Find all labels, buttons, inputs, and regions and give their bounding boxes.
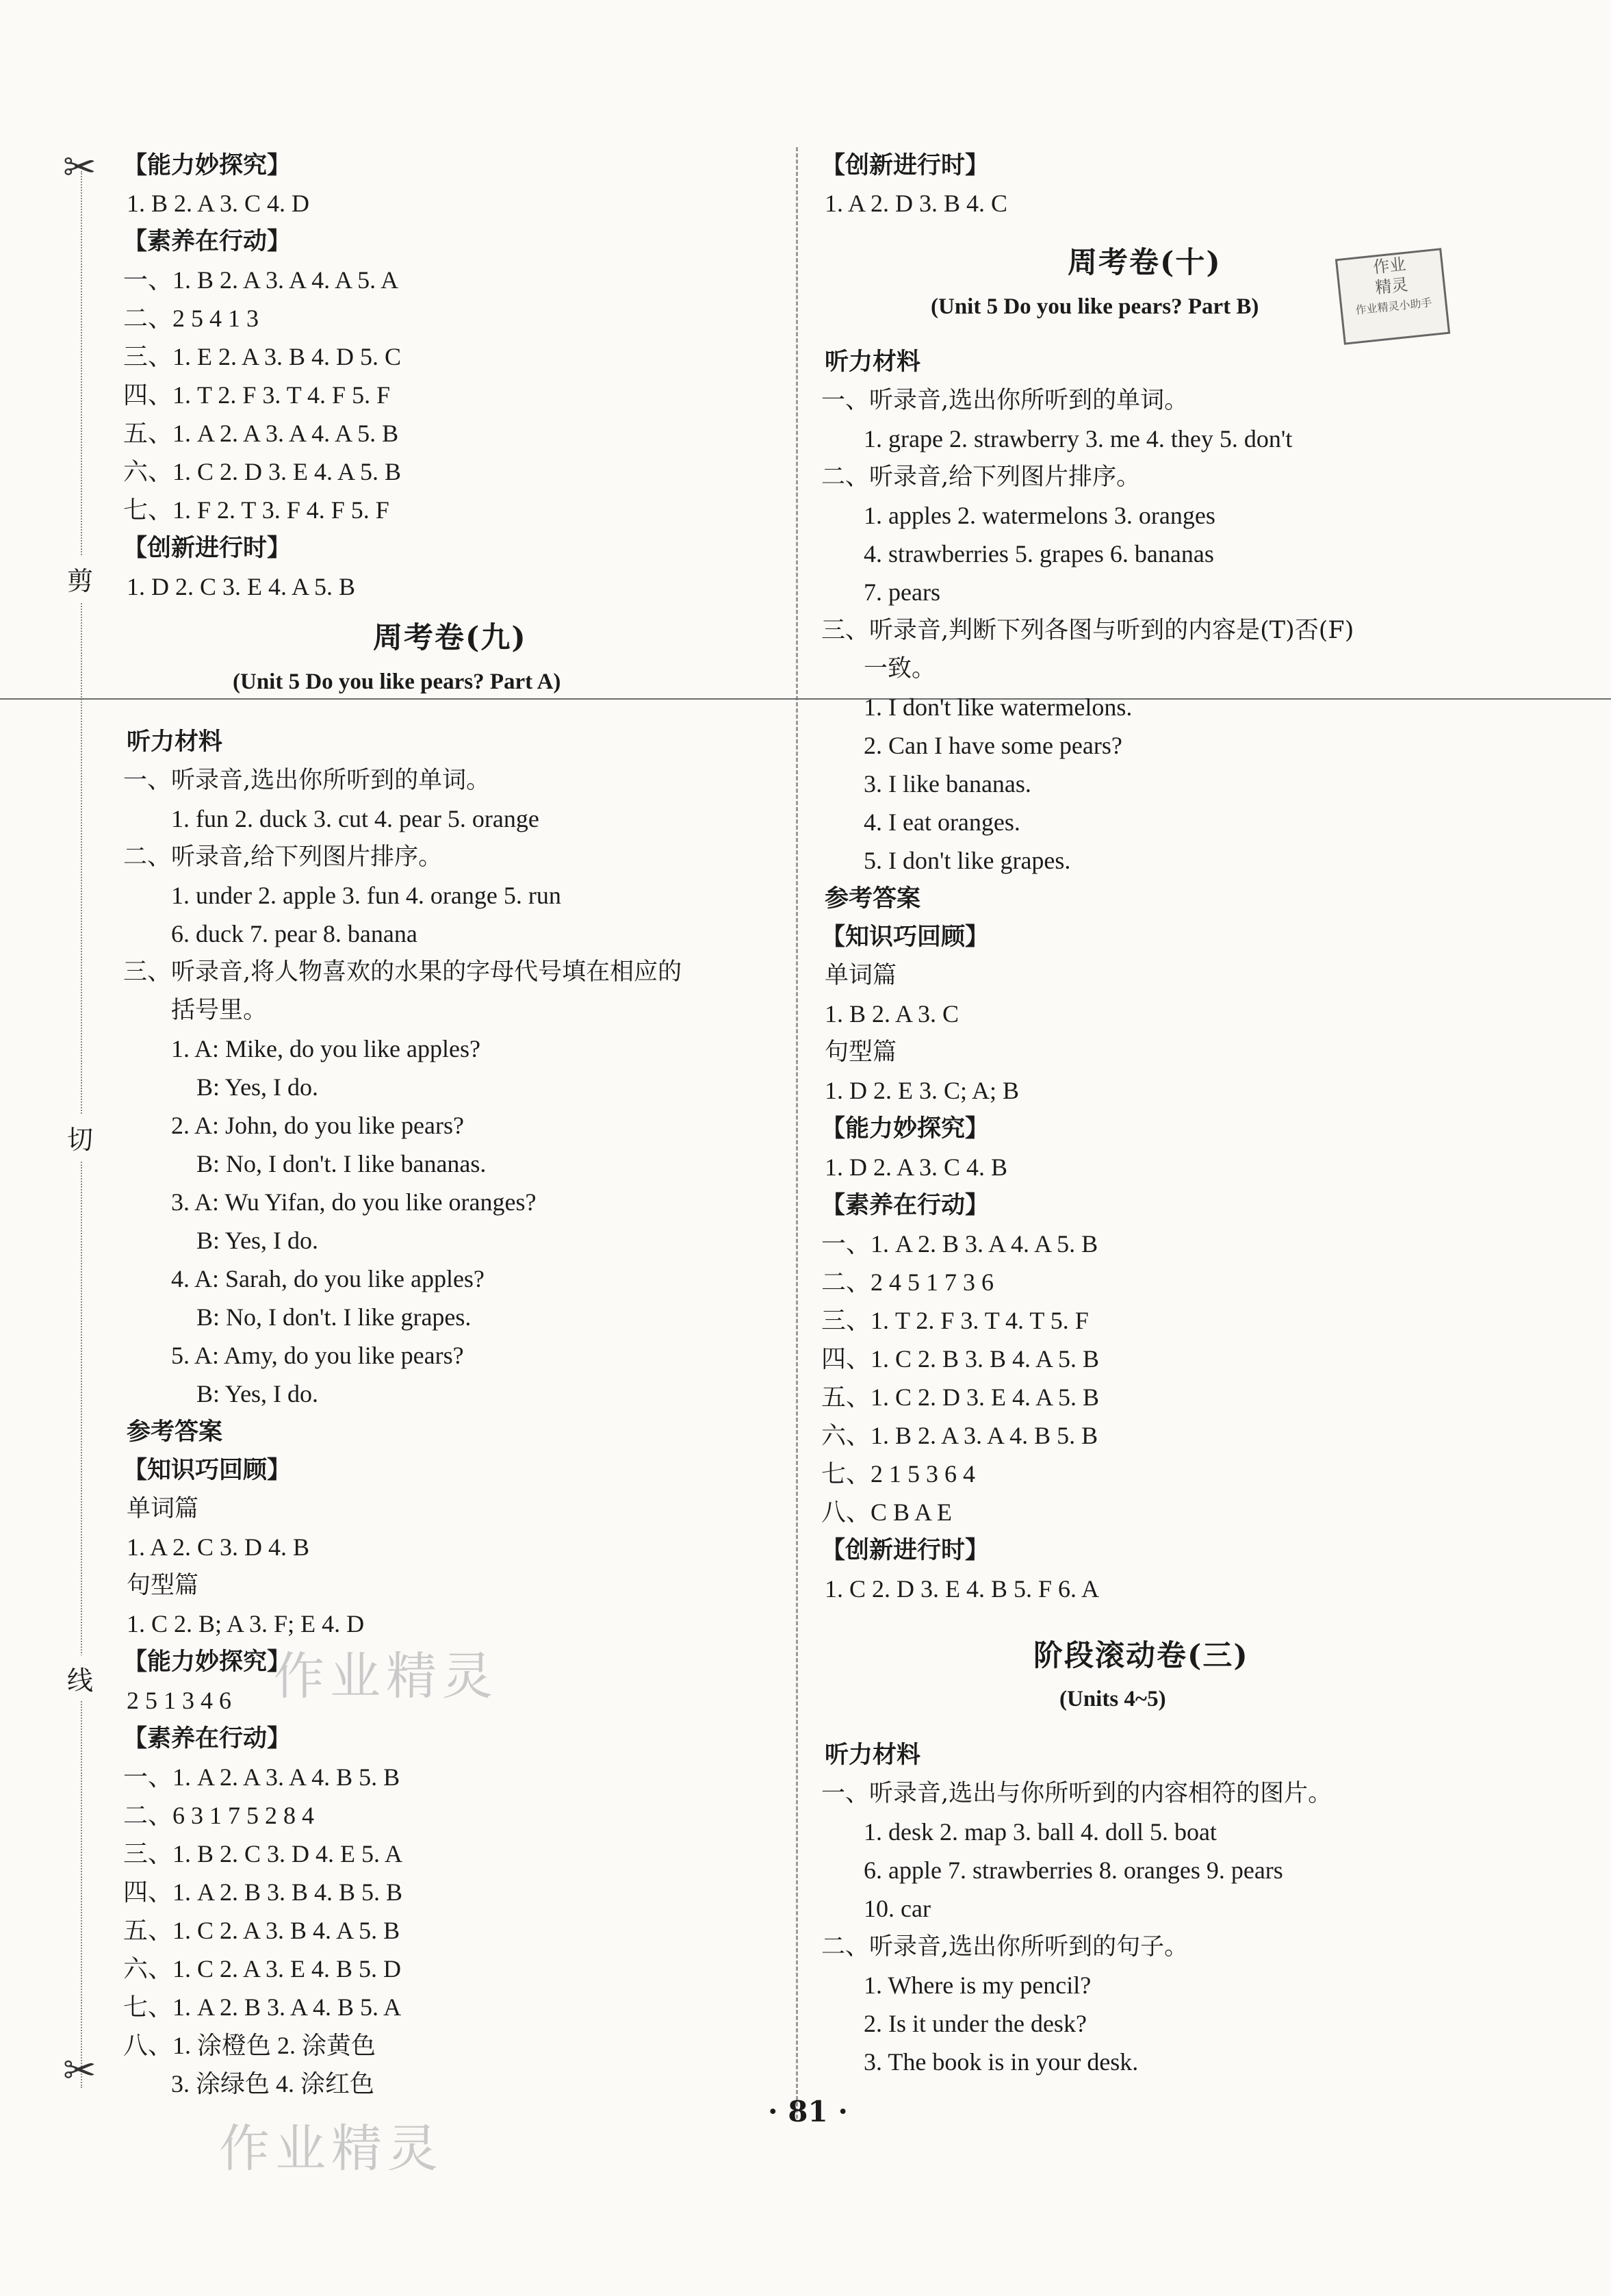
quiz-title: 阶段滚动卷(三) <box>1033 1639 1249 1673</box>
answer-line: 1. A 2. C 3. D 4. B <box>127 1533 310 1561</box>
answer-line: 八、C B A E <box>821 1498 953 1526</box>
page-number: · 81 · <box>768 2095 848 2128</box>
section-heading: 【素养在行动】 <box>821 1192 990 1219</box>
logo-stamp <box>1335 248 1450 345</box>
answer-line: 1. D 2. A 3. C 4. B <box>825 1153 1008 1181</box>
subsection-label: 单词篇 <box>825 962 897 989</box>
question-line: 括号里。 <box>171 997 268 1024</box>
sentence-line: 3. I like bananas. <box>864 770 1031 798</box>
sentence-line: 2. Is it under the desk? <box>864 2010 1087 2037</box>
answer-line: 七、1. F 2. T 3. F 4. F 5. F <box>123 496 389 524</box>
answer-line: 五、1. C 2. A 3. B 4. A 5. B <box>123 1917 400 1944</box>
section-heading: 【知识巧回顾】 <box>821 923 990 951</box>
answer-line: 1. B 2. A 3. C <box>825 1000 959 1028</box>
stamp-text: 作业精灵小助手 <box>1354 296 1433 317</box>
sentence-line: 2. Can I have some pears? <box>864 732 1122 759</box>
answer-line: 六、1. B 2. A 3. A 4. B 5. B <box>821 1422 1098 1449</box>
section-heading: 【知识巧回顾】 <box>123 1457 292 1484</box>
sentence-line: 1. I don't like watermelons. <box>864 693 1133 721</box>
answer-line: 10. car <box>864 1895 931 1922</box>
answer-line: 三、1. B 2. C 3. D 4. E 5. A <box>123 1840 403 1867</box>
dialogue-line: 3. A: Wu Yifan, do you like oranges? <box>171 1188 537 1216</box>
answer-line: 一、1. A 2. A 3. A 4. B 5. B <box>123 1763 400 1791</box>
answer-line: 1. grape 2. strawberry 3. me 4. they 5. don't <box>864 425 1293 452</box>
sentence-line: 1. Where is my pencil? <box>864 1972 1092 1999</box>
margin-cut-label: 剪 <box>67 556 93 602</box>
answer-line: 6. apple 7. strawberries 8. oranges 9. pears <box>864 1857 1283 1884</box>
dialogue-line: 4. A: Sarah, do you like apples? <box>171 1265 485 1292</box>
answer-line: 七、1. A 2. B 3. A 4. B 5. A <box>123 1993 402 2021</box>
answer-line: 1. C 2. B; A 3. F; E 4. D <box>127 1610 365 1637</box>
answer-line: 一、1. B 2. A 3. A 4. A 5. A <box>123 266 399 294</box>
section-heading: 【创新进行时】 <box>821 1537 990 1564</box>
section-heading: 听力材料 <box>825 348 921 376</box>
answer-line: 八、1. 涂橙色 2. 涂黄色 <box>123 2032 376 2059</box>
question-line: 一、听录音,选出你所听到的单词。 <box>821 387 1189 414</box>
section-heading: 听力材料 <box>127 728 223 756</box>
quiz-subtitle: (Unit 5 Do you like pears? Part B) <box>931 294 1259 319</box>
question-line: 二、听录音,选出你所听到的句子。 <box>821 1933 1189 1961</box>
watermark: 作业精灵 <box>219 2119 443 2178</box>
question-line: 一、听录音,选出你所听到的单词。 <box>123 767 491 794</box>
question-line: 二、听录音,给下列图片排序。 <box>821 463 1141 491</box>
section-heading: 【素养在行动】 <box>123 1725 292 1752</box>
answer-line: 四、1. A 2. B 3. B 4. B 5. B <box>123 1878 403 1906</box>
answer-line: 二、2 5 4 1 3 <box>123 305 259 332</box>
dialogue-line: 2. A: John, do you like pears? <box>171 1112 464 1139</box>
watermark: 作业精灵 <box>274 1647 498 1706</box>
dialogue-line: B: Yes, I do. <box>196 1073 319 1101</box>
dialogue-line: 5. A: Amy, do you like pears? <box>171 1342 464 1369</box>
dialogue-line: B: No, I don't. I like bananas. <box>196 1150 487 1177</box>
answer-line: 3. 涂绿色 4. 涂红色 <box>171 2070 375 2097</box>
question-line: 三、听录音,判断下列各图与听到的内容是(T)否(F) <box>821 617 1354 644</box>
section-heading: 【能力妙探究】 <box>123 1648 292 1676</box>
section-heading: 【能力妙探究】 <box>123 152 292 179</box>
dialogue-line: B: Yes, I do. <box>196 1380 319 1407</box>
subsection-label: 句型篇 <box>127 1572 199 1599</box>
answer-line: 2 5 1 3 4 6 <box>127 1687 231 1714</box>
column-divider <box>796 147 798 2119</box>
section-heading: 参考答案 <box>825 885 921 913</box>
section-heading: 【素养在行动】 <box>123 228 292 255</box>
answer-line: 1. D 2. C 3. E 4. A 5. B <box>127 573 356 600</box>
answer-line: 1. apples 2. watermelons 3. oranges <box>864 502 1215 529</box>
quiz-title: 周考卷(十) <box>1068 246 1222 280</box>
quiz-title: 周考卷(九) <box>373 621 527 655</box>
question-line: 一致。 <box>864 655 936 683</box>
scissors-icon: ✂ <box>63 2047 96 2093</box>
answer-line: 1. C 2. D 3. E 4. B 5. F 6. A <box>825 1575 1100 1603</box>
answer-line: 六、1. C 2. D 3. E 4. A 5. B <box>123 458 402 485</box>
answer-line: 四、1. T 2. F 3. T 4. F 5. F <box>123 381 391 409</box>
answer-line: 二、2 4 5 1 7 3 6 <box>821 1268 994 1296</box>
section-heading: 听力材料 <box>825 1742 921 1769</box>
answer-line: 三、1. E 2. A 3. B 4. D 5. C <box>123 343 402 370</box>
section-heading: 【创新进行时】 <box>123 535 292 562</box>
margin-cut-label: 线 <box>67 1655 93 1701</box>
quiz-subtitle: (Unit 5 Do you like pears? Part A) <box>233 669 561 694</box>
answer-line: 1. desk 2. map 3. ball 4. doll 5. boat <box>864 1818 1217 1846</box>
answer-line: 1. under 2. apple 3. fun 4. orange 5. run <box>171 882 561 909</box>
answer-line: 一、1. A 2. B 3. A 4. A 5. B <box>821 1230 1098 1258</box>
question-line: 二、听录音,给下列图片排序。 <box>123 843 443 871</box>
section-heading: 【创新进行时】 <box>821 152 990 179</box>
stamp-text: 精灵 <box>1374 275 1409 298</box>
answer-line: 四、1. C 2. B 3. B 4. A 5. B <box>821 1345 1100 1373</box>
answer-line: 6. duck 7. pear 8. banana <box>171 920 417 947</box>
quiz-subtitle: (Units 4~5) <box>1059 1687 1166 1711</box>
answer-line: 7. pears <box>864 578 940 606</box>
question-line: 三、听录音,将人物喜欢的水果的字母代号填在相应的 <box>123 958 682 986</box>
answer-line: 三、1. T 2. F 3. T 4. T 5. F <box>821 1307 1089 1334</box>
dialogue-line: B: No, I don't. I like grapes. <box>196 1303 472 1331</box>
answer-line: 七、2 1 5 3 6 4 <box>821 1460 976 1488</box>
subsection-label: 句型篇 <box>825 1038 897 1066</box>
horizontal-rule <box>0 698 1611 700</box>
sentence-line: 3. The book is in your desk. <box>864 2048 1139 2076</box>
sentence-line: 4. I eat oranges. <box>864 808 1020 836</box>
answer-line: 4. strawberries 5. grapes 6. bananas <box>864 540 1214 567</box>
answer-line: 1. A 2. D 3. B 4. C <box>825 190 1008 217</box>
answer-line: 1. B 2. A 3. C 4. D <box>127 190 310 217</box>
answer-line: 二、6 3 1 7 5 2 8 4 <box>123 1802 315 1829</box>
sentence-line: 5. I don't like grapes. <box>864 847 1071 874</box>
answer-line: 五、1. A 2. A 3. A 4. A 5. B <box>123 420 399 447</box>
scissors-icon: ✂ <box>63 144 96 190</box>
dialogue-line: 1. A: Mike, do you like apples? <box>171 1035 480 1062</box>
answer-line: 五、1. C 2. D 3. E 4. A 5. B <box>821 1383 1100 1411</box>
answer-line: 1. fun 2. duck 3. cut 4. pear 5. orange <box>171 805 539 832</box>
answer-line: 六、1. C 2. A 3. E 4. B 5. D <box>123 1955 402 1982</box>
section-heading: 【能力妙探究】 <box>821 1115 990 1143</box>
answer-line: 1. D 2. E 3. C; A; B <box>825 1077 1020 1104</box>
stamp-text: 作业 <box>1371 254 1407 277</box>
section-heading: 参考答案 <box>127 1418 223 1446</box>
margin-cut-label: 切 <box>67 1114 93 1160</box>
dialogue-line: B: Yes, I do. <box>196 1227 319 1254</box>
question-line: 一、听录音,选出与你所听到的内容相符的图片。 <box>821 1780 1332 1807</box>
subsection-label: 单词篇 <box>127 1495 199 1522</box>
